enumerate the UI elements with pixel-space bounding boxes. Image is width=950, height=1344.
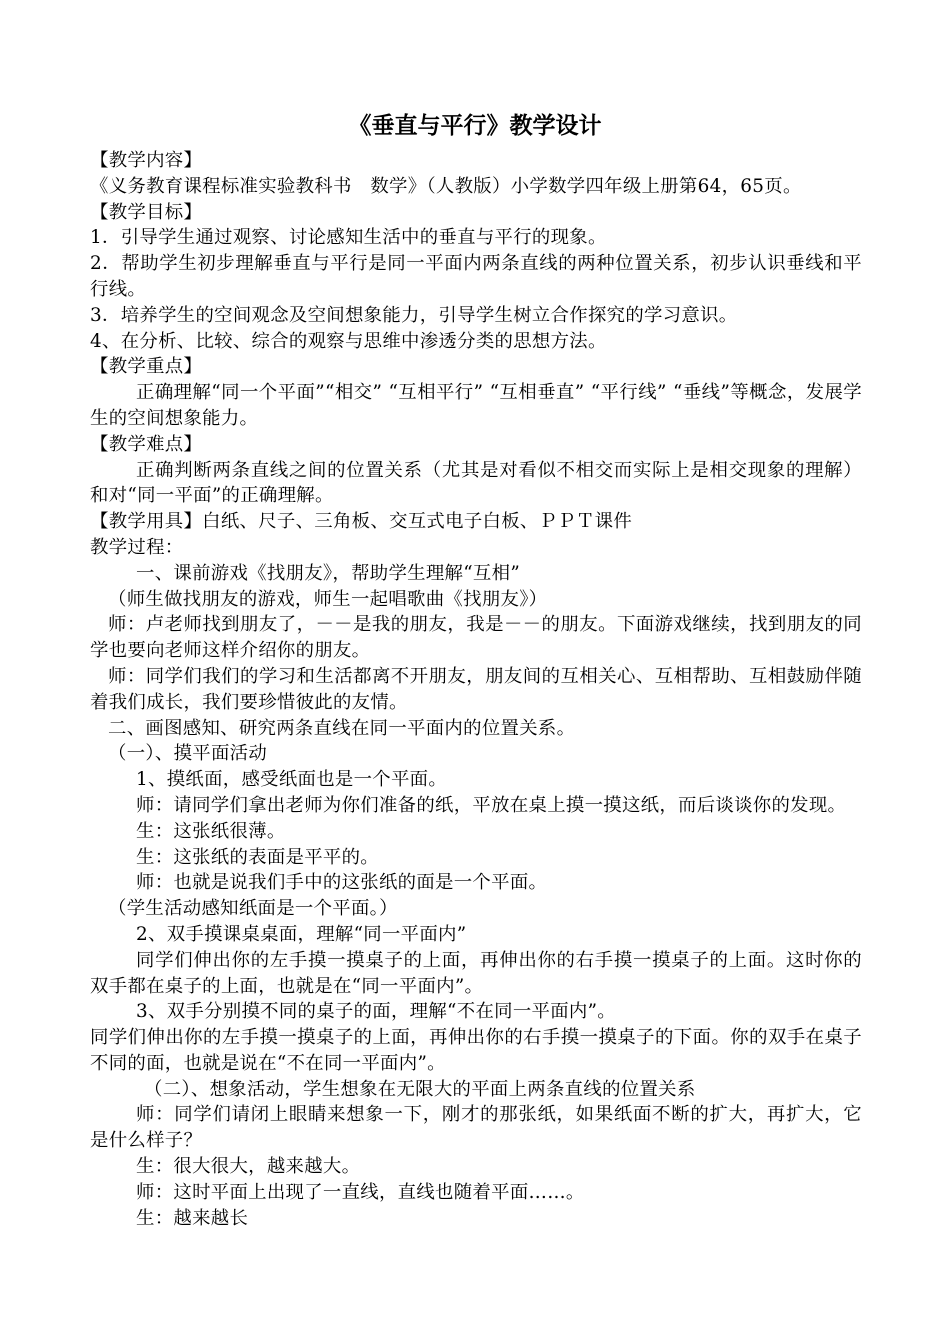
paragraph: 4、在分析、比较、综合的观察与思维中渗透分类的思想方法。 (90, 330, 607, 352)
paragraph: 生：这张纸的表面是平平的。 (136, 846, 379, 868)
document-title: 《垂直与平行》教学设计 (348, 112, 602, 139)
paragraph: 正确理解“同一个平面”“相交” “互相平行” “互相垂直” “平行线” “垂线”等概念，发展学生的空间想象能力。 (90, 382, 862, 429)
heading-content: 【教学内容】 (90, 150, 203, 171)
paragraph: 师：请同学们拿出老师为你们准备的纸，平放在桌上摸一摸这纸，而后谈谈你的发现。 (136, 794, 847, 816)
paragraph: 同学们伸出你的左手摸一摸桌子的上面，再伸出你的右手摸一摸桌子的上面。这时你的双手都在桌子的上面，也就是在“同一平面内”。 (90, 949, 862, 997)
document-body (90, 148, 862, 1231)
heading-process: 教学过程： (90, 536, 184, 558)
paragraph: 二、画图感知、研究两条直线在同一平面内的位置关系。 (108, 717, 576, 739)
paragraph: （师生做找朋友的游戏，师生一起唱歌曲《找朋友》） (108, 588, 548, 610)
paragraph: （一）、摸平面活动 (108, 743, 268, 765)
paragraph: 《义务教育课程标准实验教科书 数学》（人教版）小学数学四年级上册第64，65页。 (90, 175, 802, 197)
paragraph: 师：这时平面上出现了一直线，直线也随着平面……。 (136, 1181, 585, 1203)
paragraph: 1、摸纸面，感受纸面也是一个平面。 (136, 769, 448, 791)
paragraph: 正确判断两条直线之间的位置关系（尤其是对看似不相交而实际上是相交现象的理解）和对“同一平面”的正确理解。 (90, 459, 862, 507)
paragraph: 3、双手分别摸不同的桌子的面，理解“不在同一平面内”。 (136, 1001, 616, 1023)
paragraph: 1．引导学生通过观察、讨论感知生活中的垂直与平行的现象。 (90, 227, 607, 249)
paragraph: 师：也就是说我们手中的这张纸的面是一个平面。 (136, 872, 548, 894)
paragraph: （学生活动感知纸面是一个平面。） (108, 898, 398, 920)
paragraph: 生：越来越长 (136, 1207, 249, 1229)
heading-tools: 【教学用具】白纸、尺子、三角板、交互式电子白板、ＰＰＴ课件 (90, 511, 633, 533)
paragraph: 3．培养学生的空间观念及空间想象能力，引导学生树立合作探究的学习意识。 (90, 304, 738, 326)
heading-goals: 【教学目标】 (90, 201, 203, 223)
paragraph: 2．帮助学生初步理解垂直与平行是同一平面内两条直线的两种位置关系，初步认识垂线和平行线。 (90, 253, 862, 300)
paragraph: 师：同学们请闭上眼睛来想象一下，刚才的那张纸，如果纸面不断的扩大，再扩大，它是什么样子？ (90, 1104, 862, 1152)
paragraph: 同学们伸出你的左手摸一摸桌子的上面，再伸出你的右手摸一摸桌子的下面。你的双手在桌子不同的面，也就是说在“不在同一平面内”。 (90, 1027, 862, 1074)
paragraph: 生：很大很大，越来越大。 (136, 1156, 361, 1178)
paragraph: 师：卢老师找到朋友了，－－是我的朋友，我是－－的朋友。下面游戏继续，找到朋友的同学也要向老师这样介绍你的朋友。 (90, 614, 862, 662)
paragraph: 生：这张纸很薄。 (136, 820, 286, 842)
paragraph: （二）、想象活动，学生想象在无限大的平面上两条直线的位置关系 (144, 1078, 696, 1100)
heading-key-points: 【教学重点】 (90, 356, 203, 378)
paragraph: 一、课前游戏《找朋友》，帮助学生理解“互相” (136, 562, 521, 584)
paragraph: 师：同学们我们的学习和生活都离不开朋友，朋友间的互相关心、互相帮助、互相鼓励伴随着我们成长，我们要珍惜彼此的友情。 (90, 665, 862, 713)
paragraph: 2、双手摸课桌桌面，理解“同一平面内” (136, 923, 467, 945)
heading-difficulties: 【教学难点】 (90, 433, 203, 455)
